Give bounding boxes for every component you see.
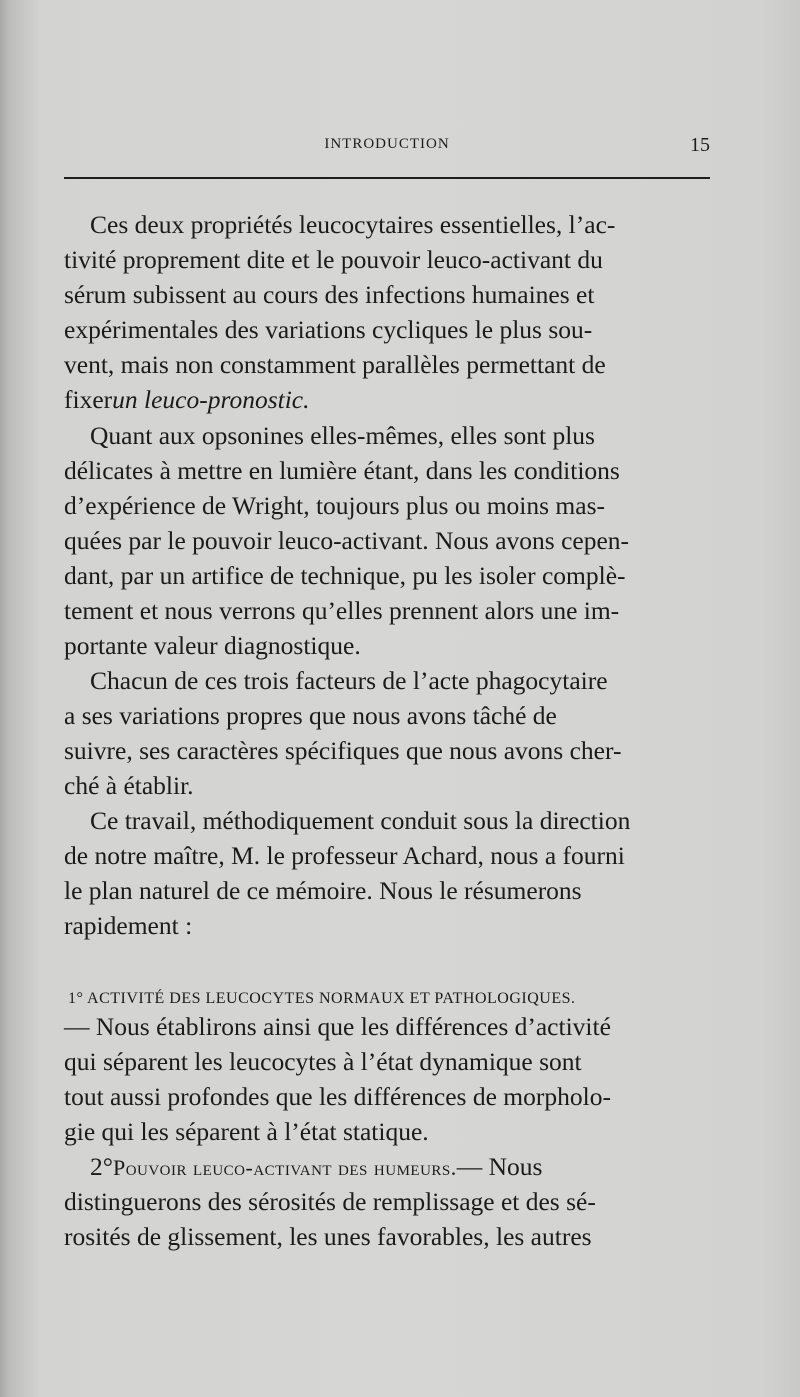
italic-term: un leuco-pronostic. <box>112 385 310 414</box>
text-line: qui séparent les leucocytes à l’état dynamique sont <box>64 1047 582 1076</box>
text-line: tivité proprement dite et le pouvoir leuco-activant du <box>64 245 603 274</box>
text-line: Quant aux opsonines elles-mêmes, elles sont plus <box>90 421 595 450</box>
text-line: a ses variations propres que nous avons tâché de <box>64 701 557 730</box>
text-line: vent, mais non constamment parallèles permettant de <box>64 350 606 379</box>
text-line: dant, par un artifice de technique, pu les isoler complè- <box>64 561 626 590</box>
text-line: portante valeur diagnostique. <box>64 631 361 660</box>
header-rule <box>64 177 710 179</box>
text-line: Chacun de ces trois facteurs de l’acte phagocytaire <box>90 666 608 695</box>
text-line: Ce travail, méthodiquement conduit sous la direction <box>90 806 631 835</box>
text-line: rosités de glissement, les unes favorables, les autres <box>64 1222 592 1251</box>
text-line: tout aussi profondes que les différences de morpholo- <box>64 1082 611 1111</box>
page-number: 15 <box>690 134 710 156</box>
text-line: délicates à mettre en lumière étant, dans les conditions <box>64 456 620 485</box>
text-line: le plan naturel de ce mémoire. Nous le résumerons <box>64 876 582 905</box>
text-line: rapidement : <box>64 911 193 940</box>
text-line: tement et nous verrons qu’elles prennent alors une im- <box>64 596 620 625</box>
text-line: de notre maître, M. le professeur Achard, nous a fourni <box>64 841 625 870</box>
text-line: Ces deux propriétés leucocytaires essentielles, l’ac- <box>90 210 616 239</box>
text-line: ché à établir. <box>64 771 194 800</box>
section-heading-1: 1° ACTIVITÉ DES LEUCOCYTES NORMAUX ET PATHOLOGIQUES. <box>68 990 576 1007</box>
text-line: suivre, ses caractères spécifiques que nous avons cher- <box>64 736 622 765</box>
text-line: — Nous établirons ainsi que les différences d’activité <box>64 1012 611 1041</box>
text-line: sérum subissent au cours des infections humaines et <box>64 280 595 309</box>
text-line: quées par le pouvoir leuco-activant. Nous avons cepen- <box>64 526 630 555</box>
text-line: distinguerons des sérosités de remplissage et des sé- <box>64 1187 596 1216</box>
text-line: fixerun leuco-pronostic. <box>64 385 310 414</box>
section-heading-2: 2°Pouvoir leuco-activant des humeurs.— Nous <box>90 1152 543 1181</box>
running-title: INTRODUCTION <box>324 136 450 152</box>
text-line: expérimentales des variations cycliques le plus sou- <box>64 315 593 344</box>
text-line: d’expérience de Wright, toujours plus ou moins mas- <box>64 491 605 520</box>
page-header <box>64 136 710 160</box>
text-line: gie qui les séparent à l’état statique. <box>64 1117 429 1146</box>
